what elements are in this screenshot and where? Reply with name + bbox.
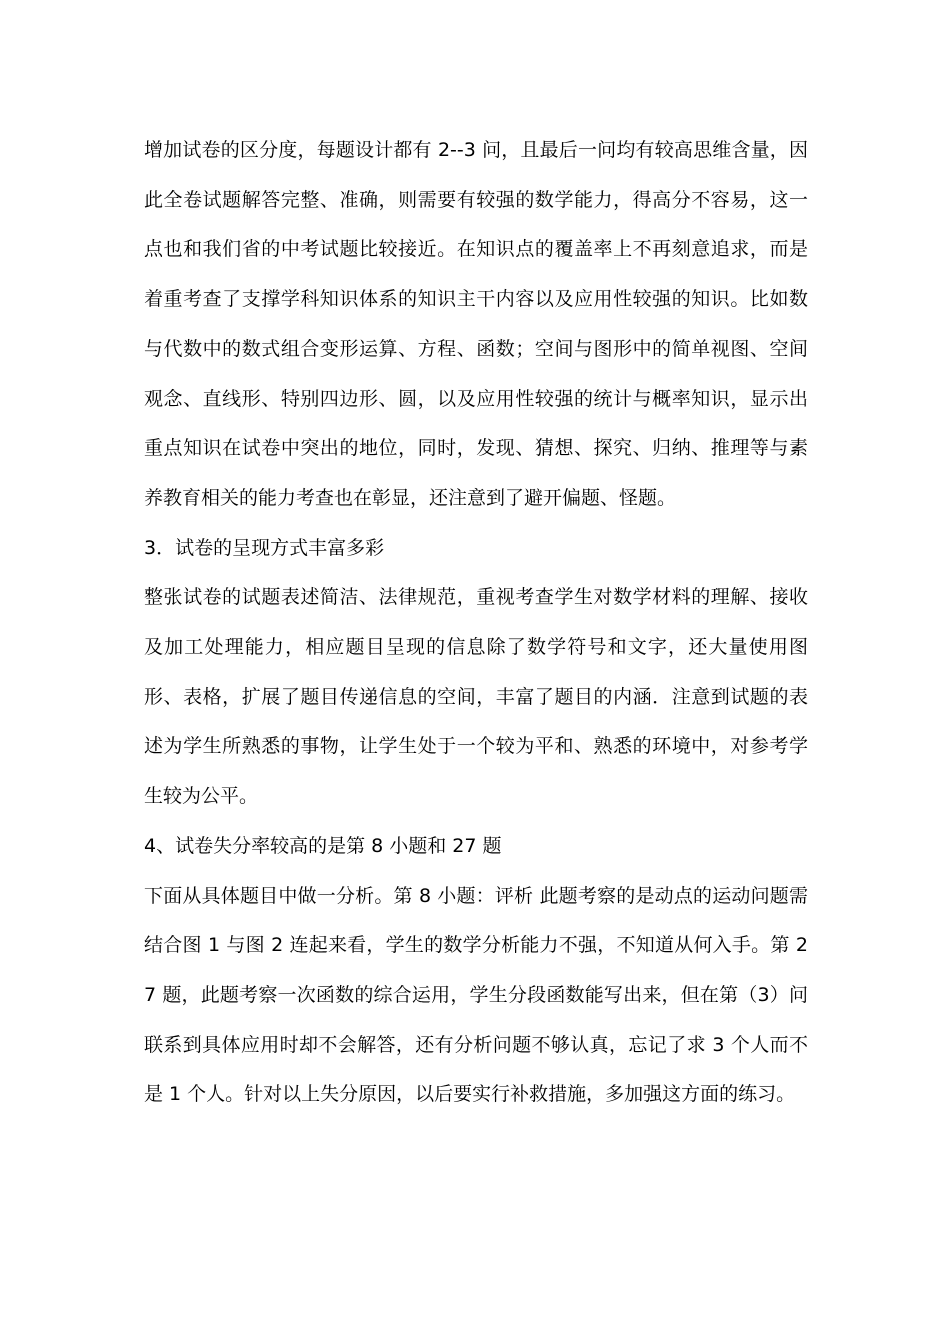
- paragraph-presentation-style: 整张试卷的试题表述简洁、法律规范，重视考查学生对数学材料的理解、接收及加工处理能力，相应题目呈现的信息除了数学符号和文字，还大量使用图形、表格，扩展了题目传递信息的空间，丰富了题目的内涵．注意到试题的表述为学生所熟悉的事物，让学生处于一个较为平和、熟悉的环境中，对参考学生较为公平。: [144, 586, 808, 808]
- document-body: [144, 126, 808, 1120]
- paragraph-exam-discrimination: 增加试卷的区分度，每题设计都有 2--3 问，且最后一问均有较高思维含量，因此全卷试题解答完整、准确，则需要有较强的数学能力，得高分不容易，这一点也和我们省的中考试题比较接近。在知识点的覆盖率上不再刻意追求，而是着重考查了支撑学科知识体系的知识主干内容以及应用性较强的知识。比如数与代数中的数式组合变形运算、方程、函数；空间与图形中的简单视图、空间观念、直线形、特别四边形、圆，以及应用性较强的统计与概率知识，显示出重点知识在试卷中突出的地位，同时，发现、猜想、探究、归纳、推理等与素养教育相关的能力考查也在彰显，还注意到了避开偏题、怪题。: [144, 139, 808, 509]
- paragraph-question-analysis: 下面从具体题目中做一分析。第 8 小题：评析 此题考察的是动点的运动问题需结合图 1 与图 2 连起来看，学生的数学分析能力不强，不知道从何入手。第 27 题，此题考察一次函数的综合运用，学生分段函数能写出来，但在第（3）问联系到具体应用时却不会解答，还有分析问题不够认真，忘记了求 3 个人而不是 1 个人。针对以上失分原因，以后要实行补救措施，多加强这方面的练习。: [144, 884, 808, 1106]
- heading-presentation-style: 3．试卷的呈现方式丰富多彩: [144, 536, 385, 559]
- heading-high-loss-questions: 4、试卷失分率较高的是第 8 小题和 27 题: [144, 834, 502, 857]
